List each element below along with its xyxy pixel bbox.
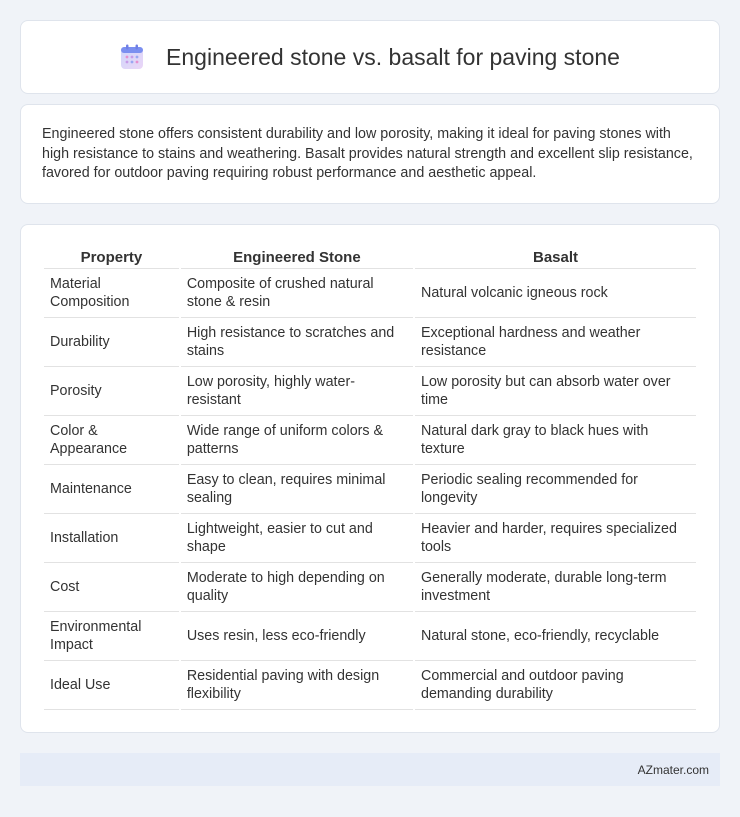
table-row bbox=[44, 563, 696, 612]
table-row bbox=[44, 318, 696, 367]
basalt-cell: Heavier and harder, requires specialized tools bbox=[415, 514, 696, 563]
intro-card bbox=[20, 104, 720, 204]
footer-bar bbox=[20, 753, 720, 786]
property-cell: Cost bbox=[44, 563, 179, 612]
table-row bbox=[44, 661, 696, 710]
basalt-cell: Natural stone, eco-friendly, recyclable bbox=[415, 612, 696, 661]
intro-paragraph: Engineered stone offers consistent durability and low porosity, making it ideal for paving stones with high resistance to stains and weathering. Basalt provides natural strength and excellent slip resistance, favored for outdoor paving requiring robust performance and aesthetic appeal. bbox=[42, 126, 693, 181]
column-header-property: Property bbox=[44, 245, 179, 269]
basalt-cell: Exceptional hardness and weather resistance bbox=[415, 318, 696, 367]
property-cell: Environmental Impact bbox=[44, 612, 179, 661]
column-header-basalt: Basalt bbox=[415, 245, 696, 269]
footer-brand: AZmater.com bbox=[637, 762, 709, 777]
property-cell: Ideal Use bbox=[44, 661, 179, 710]
engineered-stone-cell: Residential paving with design flexibility bbox=[181, 661, 413, 710]
page-title: Engineered stone vs. basalt for paving stone bbox=[166, 43, 620, 70]
property-cell: Color & Appearance bbox=[44, 416, 179, 465]
table-row bbox=[44, 514, 696, 563]
column-header-engineered-stone: Engineered Stone bbox=[181, 245, 413, 269]
engineered-stone-cell: Lightweight, easier to cut and shape bbox=[181, 514, 413, 563]
property-cell: Maintenance bbox=[44, 465, 179, 514]
property-cell: Porosity bbox=[44, 367, 179, 416]
table-row bbox=[44, 367, 696, 416]
engineered-stone-cell: Easy to clean, requires minimal sealing bbox=[181, 465, 413, 514]
basalt-cell: Periodic sealing recommended for longevity bbox=[415, 465, 696, 514]
engineered-stone-cell: Uses resin, less eco-friendly bbox=[181, 612, 413, 661]
engineered-stone-cell: High resistance to scratches and stains bbox=[181, 318, 413, 367]
property-cell: Durability bbox=[44, 318, 179, 367]
basalt-cell: Low porosity but can absorb water over time bbox=[415, 367, 696, 416]
property-cell: Material Composition bbox=[44, 269, 179, 318]
engineered-stone-cell: Wide range of uniform colors & patterns bbox=[181, 416, 413, 465]
table-row bbox=[44, 269, 696, 318]
basalt-cell: Natural volcanic igneous rock bbox=[415, 269, 696, 318]
header-card bbox=[20, 20, 720, 94]
calendar-icon bbox=[120, 44, 144, 70]
basalt-cell: Commercial and outdoor paving demanding durability bbox=[415, 661, 696, 710]
engineered-stone-cell: Composite of crushed natural stone & resin bbox=[181, 269, 413, 318]
basalt-cell: Natural dark gray to black hues with texture bbox=[415, 416, 696, 465]
table-row bbox=[44, 416, 696, 465]
comparison-table-card bbox=[20, 224, 720, 733]
basalt-cell: Generally moderate, durable long-term investment bbox=[415, 563, 696, 612]
table-row bbox=[44, 465, 696, 514]
property-cell: Installation bbox=[44, 514, 179, 563]
engineered-stone-cell: Moderate to high depending on quality bbox=[181, 563, 413, 612]
table-header-row bbox=[44, 245, 696, 269]
table-row bbox=[44, 612, 696, 661]
title-wrap bbox=[120, 44, 620, 71]
comparison-table bbox=[42, 245, 698, 710]
engineered-stone-cell: Low porosity, highly water-resistant bbox=[181, 367, 413, 416]
